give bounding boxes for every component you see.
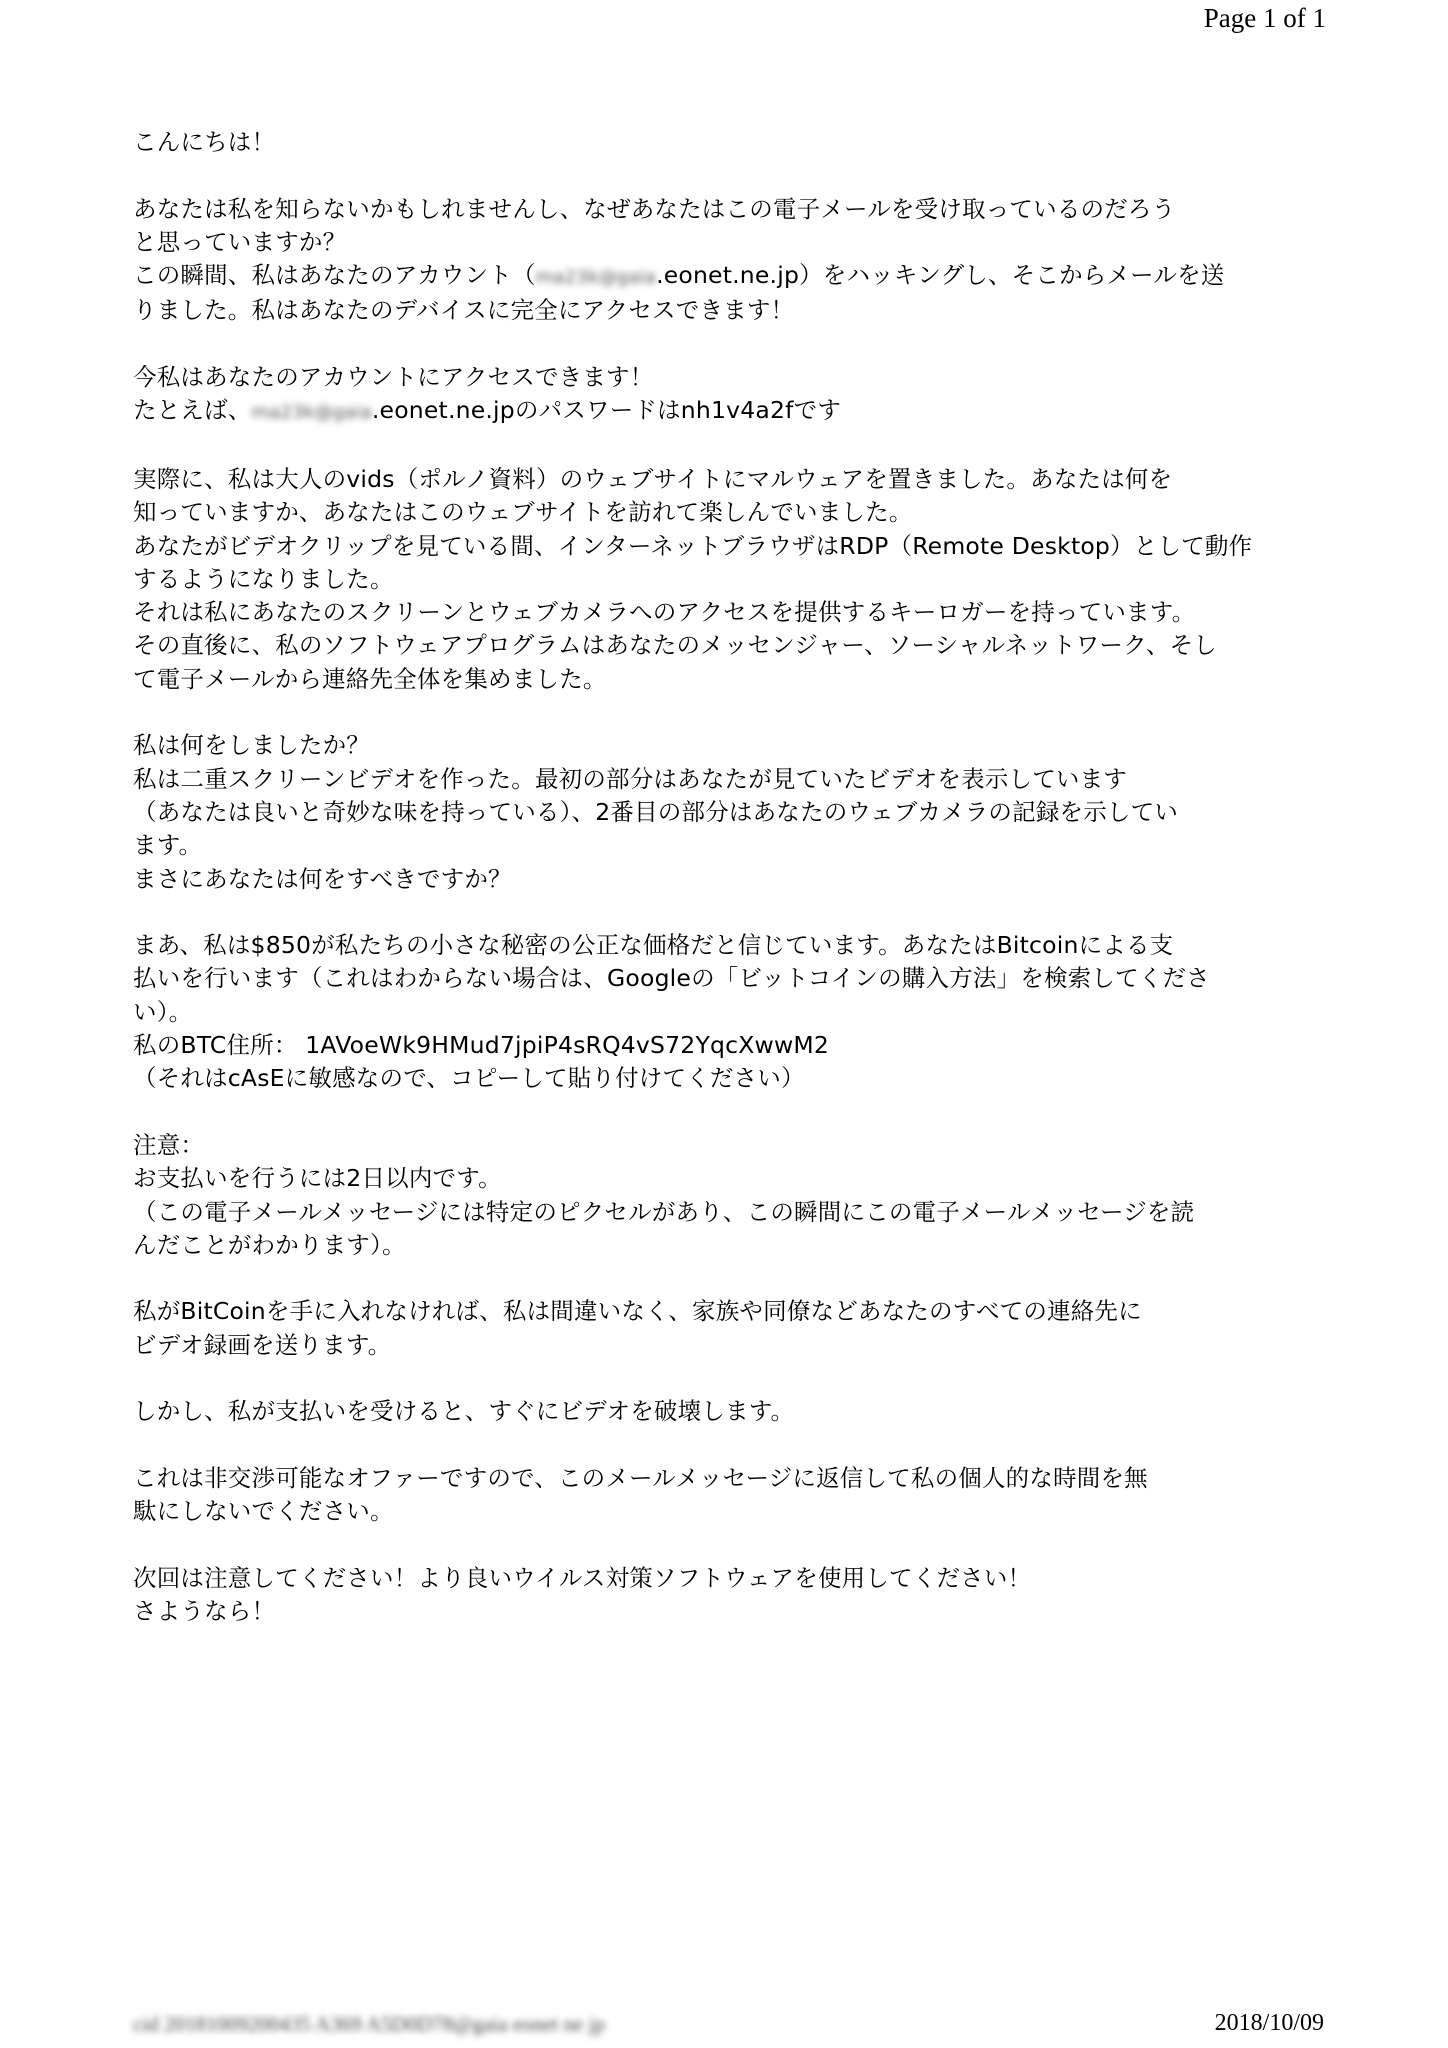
- text-line: 私がBitCoinを手に入れなければ、私は間違いなく、家族や同僚などあなたのすべての連絡先に: [133, 1297, 1142, 1326]
- text-line: （この電子メールメッセージには特定のピクセルがあり、この瞬間にこの電子メールメッセージを読: [133, 1197, 1195, 1226]
- text-line-password: たとえば、ma23k@gaia.eonet.ne.jpのパスワードはnh1v4a2fです: [133, 394, 1328, 429]
- footer-date: 2018/10/09: [1214, 2010, 1324, 2036]
- paragraph-closing: [133, 1562, 1328, 1629]
- text-line: こんにちは！: [133, 128, 276, 156]
- text-line: あなたがビデオクリップを見ている間、インターネットブラウザはRDP（Remote Desktop）として動作: [133, 531, 1253, 560]
- text-line: りました。私はあなたのデバイスに完全にアクセスできます！: [133, 296, 795, 325]
- text-line: これは非交渉可能なオファーですので、このメールメッセージに返信して私の個人的な時間を無: [133, 1463, 1148, 1492]
- text-line: ビデオ録画を送ります。: [133, 1330, 392, 1359]
- text-line: い）。: [133, 997, 193, 1026]
- text-line: それは私にあなたのスクリーンとウェブカメラへのアクセスを提供するキーロガーを持っています。: [133, 598, 1196, 627]
- paragraph-threat: [133, 1295, 1328, 1362]
- redacted-account: ma23k@gaia: [535, 267, 657, 289]
- text-line: まあ、私は$850が私たちの小さな秘密の公正な価格だと信じています。あなたはBitcoinによる支: [133, 931, 1174, 960]
- text-line: あなたは私を知らないかもしれませんし、なぜあなたはこの電子メールを受け取っているのだろう: [133, 194, 1176, 223]
- text-line: と思っていますか？: [133, 227, 347, 256]
- paragraph-destroy: [133, 1395, 1328, 1428]
- text-line: 私は二重スクリーンビデオを作った。最初の部分はあなたが見ていたビデオを表示しています: [133, 764, 1127, 793]
- paragraph-payment: [133, 929, 1328, 1095]
- text-line: （それはcAsEに敏感なので、コピーして貼り付けてください）: [133, 1064, 805, 1093]
- text-line: まさにあなたは何をすべきですか？: [133, 864, 512, 893]
- paragraph-password: [133, 361, 1328, 430]
- text-line: ます。: [133, 831, 203, 860]
- letter-body: [133, 126, 1328, 1662]
- redacted-account: ma23k@gaia: [251, 402, 372, 424]
- text-line: 私のBTC住所： 1AVoeWk9HMud7jpiP4sRQ4vS72YqcXwwM2: [133, 1031, 829, 1060]
- text-line: んだことがわかります）。: [133, 1230, 406, 1259]
- paragraph-video: [133, 729, 1328, 895]
- page-indicator: Page 1 of 1: [1203, 3, 1326, 33]
- text-line: さようなら！: [133, 1597, 276, 1626]
- text-line: 今私はあなたのアカウントにアクセスできます！: [133, 363, 654, 392]
- text-line: 知っていますか、あなたはこのウェブサイトを訪れて楽しんでいました。: [133, 498, 913, 527]
- text-line-account: この瞬間、私はあなたのアカウント（ma23k@gaia.eonet.ne.jp）をハッキングし、そこからメールを送: [133, 259, 1328, 294]
- text-line: お支払いを行うには2日以内です。: [133, 1164, 502, 1193]
- paragraph-malware: [133, 463, 1328, 696]
- redacted-message-id: cid 20181009200435 A369 A5D0D78@gaia eonet ne jp: [133, 2012, 605, 2036]
- text-line: 駄にしないでください。: [133, 1497, 394, 1526]
- text-line: （あなたは良いと奇妙な味を持っている）、2番目の部分はあなたのウェブカメラの記録を示してい: [133, 797, 1179, 826]
- text-line: しかし、私が支払いを受けると、すぐにビデオを破壊します。: [133, 1397, 795, 1426]
- paragraph-intro: [133, 193, 1328, 328]
- text-line: 払いを行います（これはわからない場合は、Googleの「ビットコインの購入方法」を検索してくださ: [133, 964, 1210, 993]
- text-line: 注意：: [133, 1130, 205, 1159]
- paragraph-greeting: [133, 126, 1328, 159]
- text-line: その直後に、私のソフトウェアプログラムはあなたのメッセンジャー、ソーシャルネットワーク、そし: [133, 631, 1217, 660]
- paragraph-notice: [133, 1129, 1328, 1262]
- text-line: 実際に、私は大人のvids（ポルノ資料）のウェブサイトにマルウェアを置きました。あなたは何を: [133, 464, 1173, 493]
- paragraph-nonnegotiable: [133, 1462, 1328, 1529]
- text-line: 次回は注意してください！より良いウイルス対策ソフトウェアを使用してください！: [133, 1563, 1032, 1592]
- text-line: するようになりました。: [133, 564, 394, 593]
- text-line: 私は何をしましたか？: [133, 731, 370, 760]
- text-line: て電子メールから連絡先全体を集めました。: [133, 664, 607, 693]
